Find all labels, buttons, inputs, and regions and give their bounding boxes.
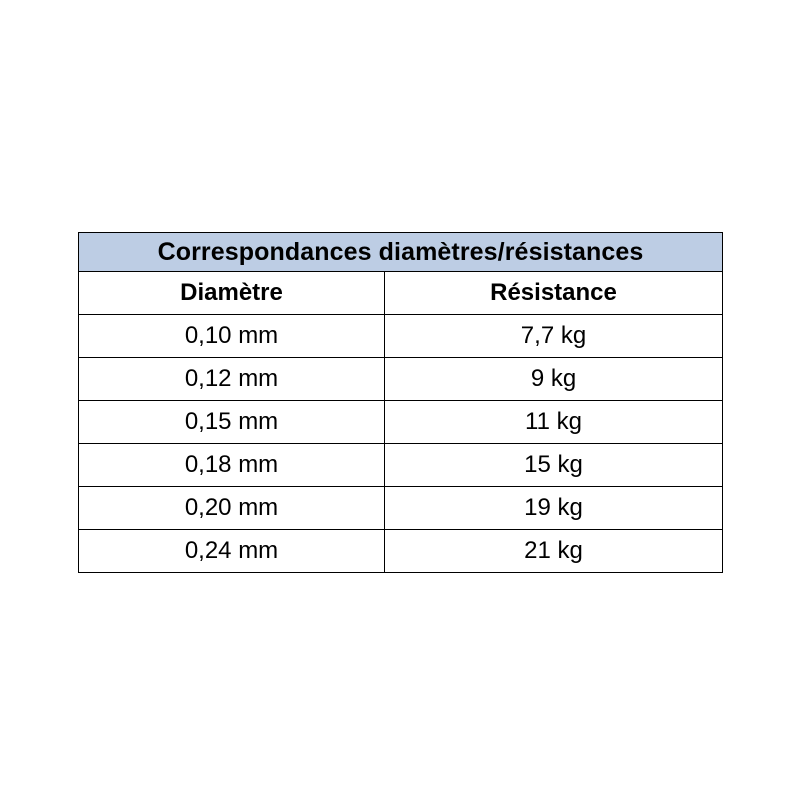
cell-diameter: 0,10 mm — [79, 315, 385, 358]
diameter-resistance-table — [78, 232, 723, 573]
cell-resistance: 7,7 kg — [385, 315, 723, 358]
cell-diameter: 0,15 mm — [79, 401, 385, 444]
cell-resistance: 19 kg — [385, 487, 723, 530]
cell-diameter: 0,20 mm — [79, 487, 385, 530]
table-row — [79, 358, 723, 401]
table-row — [79, 530, 723, 573]
table-row — [79, 315, 723, 358]
table-row — [79, 401, 723, 444]
cell-resistance: 11 kg — [385, 401, 723, 444]
cell-diameter: 0,12 mm — [79, 358, 385, 401]
table-header-row — [79, 272, 723, 315]
table-row — [79, 487, 723, 530]
cell-diameter: 0,18 mm — [79, 444, 385, 487]
specification-table-container — [78, 232, 722, 573]
table-row — [79, 444, 723, 487]
cell-diameter: 0,24 mm — [79, 530, 385, 573]
column-header-resistance: Résistance — [385, 272, 723, 315]
cell-resistance: 9 kg — [385, 358, 723, 401]
column-header-diameter: Diamètre — [79, 272, 385, 315]
table-title: Correspondances diamètres/résistances — [79, 233, 723, 272]
table-title-row — [79, 233, 723, 272]
cell-resistance: 21 kg — [385, 530, 723, 573]
cell-resistance: 15 kg — [385, 444, 723, 487]
